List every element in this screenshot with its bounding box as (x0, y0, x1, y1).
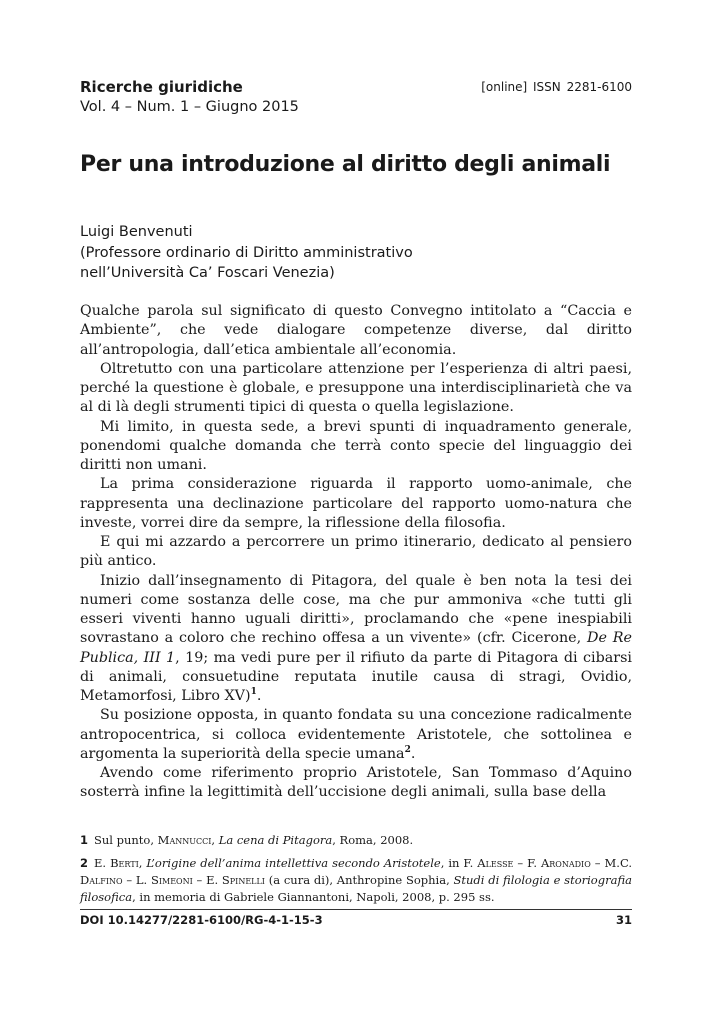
footnote-text: Sul punto, (94, 833, 158, 847)
body-text-span: . (410, 745, 416, 762)
article-title: Per una introduzione al diritto degli animali (80, 152, 611, 177)
journal-title: Ricerche giuridiche (80, 78, 243, 96)
body-paragraph-6 (80, 572, 632, 707)
footnote-2 (80, 855, 632, 906)
footnote-text: – F. (513, 856, 541, 870)
footnote-text: (a cura di), Anthropine Sophia, (264, 873, 454, 887)
body-paragraph-8: Avendo come riferimento proprio Aristotele, San Tommaso d’Aquino sosterrà infine la legittimità dell’uccisione degli animali, sulla base della (80, 765, 632, 801)
footnote-1 (80, 832, 632, 849)
footnote-ref-2[interactable]: 2 (404, 744, 411, 755)
footnote-text: , (138, 856, 147, 870)
body-text-span: . (256, 688, 262, 704)
footnote-text: – L. (122, 873, 151, 887)
footer-divider (80, 909, 632, 910)
author-affiliation-line-2: nell’Università Ca’ Foscari Venezia) (80, 265, 335, 281)
body-paragraph-1: Qualche parola sul significato di questo Convegno intitolato a “Caccia e Ambiente”, che vede dialogare competenze diverse, dal diritto all’antropologia, dall’etica ambientale all’economia. (80, 303, 632, 358)
footnote-text: , (211, 833, 219, 847)
body-text-span: , 19; ma vedi pure per il rifiuto da parte di Pitagora di cibarsi di animali, consuetudine reputata inutile causa di stragi, Ovidio, Metamorfosi, Libro XV) (80, 649, 632, 704)
citation-italic: De Re Publica, III 1 (80, 630, 632, 666)
footnote-number: 2 (80, 856, 89, 870)
doi-label[interactable]: DOI 10.14277/2281-6100/RG-4-1-15-3 (80, 913, 323, 927)
footnote-ref-1[interactable]: 1 (250, 687, 257, 698)
author-name: Luigi Benvenuti (80, 224, 193, 240)
issn-label: [online] ISSN 2281-6100 (481, 80, 632, 94)
footnote-author: Simeoni (150, 873, 193, 887)
body-paragraph-5: E qui mi azzardo a percorrere un primo itinerario, dedicato al pensiero più antico. (80, 534, 632, 570)
footnote-work-title: Studi di filologia e storiografia filosofica (80, 873, 632, 904)
footnote-author: Spinelli (221, 873, 265, 887)
body-paragraph-3: Mi limito, in questa sede, a brevi spunti di inquadramento generale, ponendomi qualche domanda che terrà conto specie del linguaggio dei diritti non umani. (80, 418, 632, 473)
footnote-author: Berti (110, 856, 139, 870)
author-affiliation-line-1: (Professore ordinario di Diritto amministrativo (80, 244, 413, 261)
footnote-text: , in memoria di Gabriele Giannantoni, Napoli, 2008, p. 295 ss. (132, 890, 495, 904)
body-paragraph-4: La prima considerazione riguarda il rapporto uomo-animale, che rappresenta una declinazione particolare del rapporto uomo-natura che investe, vorrei dire da sempre, la riflessione della filosofia. (80, 476, 632, 531)
footnote-number: 1 (80, 833, 89, 847)
footnote-author: Mannucci (157, 833, 212, 847)
footnotes (80, 832, 632, 912)
footnote-work-title: La cena di Pitagora (218, 833, 333, 847)
body-paragraph-7 (80, 706, 632, 764)
footnote-text: , Roma, 2008. (332, 833, 414, 847)
author-block (80, 222, 413, 284)
body-paragraph-2: Oltretutto con una particolare attenzione per l’esperienza di altri paesi, perché la questione è globale, e presuppone una interdisciplinarietà che va al di là degli strumenti tipici di questa o quella legislazione. (80, 360, 632, 416)
footnote-author: Alesse (477, 856, 514, 870)
footnote-text: , in F. (440, 856, 478, 870)
footnote-author: Aronadio (540, 856, 591, 870)
footnote-text: – M.C. (590, 856, 632, 870)
body-text-span: Inizio dall’insegnamento di Pitagora, del quale è ben nota la tesi dei numeri come sostanza delle cose, ma che pur ammoniva «che tutti gli esseri viventi hanno uguali diritti», proclamando che «pene inespiabili sovrastano a coloro che rechino offesa a un vivente» (cfr. Cicerone, (80, 572, 632, 647)
journal-volume-line: Vol. 4 – Num. 1 – Giugno 2015 (80, 99, 299, 115)
page-number: 31 (615, 913, 632, 927)
footnote-text: E. (94, 856, 111, 870)
footnote-text: – E. (192, 873, 222, 887)
footnote-author: Dalfino (80, 873, 123, 887)
footnote-work-title: L’origine dell’anima intellettiva secondo Aristotele (146, 856, 441, 870)
article-body (80, 302, 632, 803)
body-text-span: Su posizione opposta, in quanto fondata su una concezione radicalmente antropocentrica, si colloca evidentemente Aristotele, che sottolinea e argomenta la superiorità della specie umana (80, 707, 632, 762)
